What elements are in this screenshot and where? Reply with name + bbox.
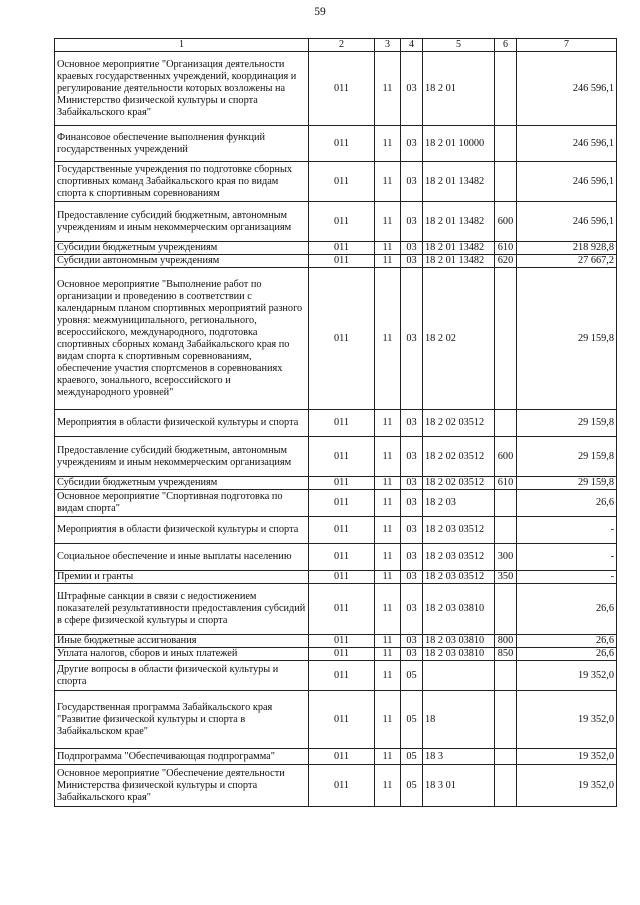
row-amount: 218 928,8 xyxy=(517,242,617,255)
header-col-4: 4 xyxy=(401,39,423,52)
row-name: Штрафные санкции в связи с недостижением показателей результативности предоставления субсидий в сфере физической культуры и спорта xyxy=(55,584,309,635)
row-expense-type xyxy=(495,765,517,807)
row-target-article: 18 3 01 xyxy=(423,765,495,807)
row-target-article: 18 2 01 13482 xyxy=(423,255,495,268)
table-row xyxy=(55,162,617,202)
row-amount: - xyxy=(517,517,617,544)
row-section: 11 xyxy=(375,52,401,126)
row-name: Подпрограмма "Обеспечивающая подпрограмма" xyxy=(55,749,309,765)
row-subsection: 03 xyxy=(401,635,423,648)
row-expense-type: 600 xyxy=(495,202,517,242)
row-subsection: 03 xyxy=(401,571,423,584)
table-row xyxy=(55,691,617,749)
row-target-article: 18 2 03 03810 xyxy=(423,584,495,635)
row-name: Государственная программа Забайкальского края "Развитие физической культуры и спорта в Забайкальском крае" xyxy=(55,691,309,749)
row-target-article: 18 2 03 03512 xyxy=(423,544,495,571)
table-row xyxy=(55,490,617,517)
row-section: 11 xyxy=(375,635,401,648)
row-amount: 26,6 xyxy=(517,635,617,648)
row-subsection: 03 xyxy=(401,544,423,571)
row-expense-type xyxy=(495,268,517,410)
row-section: 11 xyxy=(375,749,401,765)
row-section: 11 xyxy=(375,571,401,584)
row-target-article: 18 2 03 03512 xyxy=(423,517,495,544)
row-subsection: 03 xyxy=(401,52,423,126)
row-expense-type xyxy=(495,661,517,691)
row-section: 11 xyxy=(375,437,401,477)
row-subsection: 03 xyxy=(401,126,423,162)
row-expense-type xyxy=(495,410,517,437)
row-amount: 26,6 xyxy=(517,584,617,635)
table-row xyxy=(55,544,617,571)
table-row xyxy=(55,661,617,691)
row-section: 11 xyxy=(375,126,401,162)
row-ministry-code: 011 xyxy=(309,126,375,162)
row-amount: 19 352,0 xyxy=(517,749,617,765)
row-target-article: 18 2 01 13482 xyxy=(423,242,495,255)
row-section: 11 xyxy=(375,162,401,202)
row-section: 11 xyxy=(375,490,401,517)
row-expense-type xyxy=(495,517,517,544)
table-row xyxy=(55,584,617,635)
row-target-article: 18 3 xyxy=(423,749,495,765)
row-ministry-code: 011 xyxy=(309,584,375,635)
row-section: 11 xyxy=(375,517,401,544)
row-expense-type: 610 xyxy=(495,477,517,490)
row-subsection: 03 xyxy=(401,490,423,517)
row-subsection: 03 xyxy=(401,517,423,544)
row-section: 11 xyxy=(375,242,401,255)
row-target-article: 18 2 03 03512 xyxy=(423,571,495,584)
row-amount: 29 159,8 xyxy=(517,477,617,490)
row-section: 11 xyxy=(375,584,401,635)
row-subsection: 03 xyxy=(401,268,423,410)
row-name: Мероприятия в области физической культуры и спорта xyxy=(55,410,309,437)
row-subsection: 03 xyxy=(401,202,423,242)
row-amount: 19 352,0 xyxy=(517,661,617,691)
row-expense-type: 620 xyxy=(495,255,517,268)
row-ministry-code: 011 xyxy=(309,52,375,126)
row-expense-type xyxy=(495,162,517,202)
row-section: 11 xyxy=(375,544,401,571)
row-amount: 29 159,8 xyxy=(517,437,617,477)
row-target-article xyxy=(423,661,495,691)
budget-table xyxy=(54,38,617,807)
row-subsection: 03 xyxy=(401,437,423,477)
row-expense-type: 800 xyxy=(495,635,517,648)
row-ministry-code: 011 xyxy=(309,635,375,648)
row-amount: 29 159,8 xyxy=(517,410,617,437)
page-number: 59 xyxy=(314,6,326,18)
row-name: Премии и гранты xyxy=(55,571,309,584)
row-expense-type xyxy=(495,490,517,517)
row-ministry-code: 011 xyxy=(309,749,375,765)
row-target-article: 18 2 01 10000 xyxy=(423,126,495,162)
row-expense-type xyxy=(495,126,517,162)
row-target-article: 18 2 02 03512 xyxy=(423,477,495,490)
table-row xyxy=(55,255,617,268)
row-expense-type: 300 xyxy=(495,544,517,571)
table-row xyxy=(55,517,617,544)
row-ministry-code: 011 xyxy=(309,490,375,517)
row-ministry-code: 011 xyxy=(309,410,375,437)
table-row xyxy=(55,268,617,410)
row-amount: 246 596,1 xyxy=(517,162,617,202)
row-amount: 29 159,8 xyxy=(517,268,617,410)
row-name: Субсидии бюджетным учреждениям xyxy=(55,242,309,255)
table-row xyxy=(55,648,617,661)
row-name: Субсидии автономным учреждениям xyxy=(55,255,309,268)
row-target-article: 18 2 02 xyxy=(423,268,495,410)
row-subsection: 03 xyxy=(401,255,423,268)
table-row xyxy=(55,242,617,255)
row-subsection: 05 xyxy=(401,749,423,765)
table-header-row xyxy=(55,39,617,52)
header-col-2: 2 xyxy=(309,39,375,52)
row-name: Мероприятия в области физической культуры и спорта xyxy=(55,517,309,544)
row-target-article: 18 2 01 13482 xyxy=(423,202,495,242)
row-amount: 246 596,1 xyxy=(517,126,617,162)
table-row xyxy=(55,437,617,477)
row-name: Основное мероприятие "Выполнение работ по организации и проведению в соответствии с календарным планом спортивных мероприятий разного уровня: межмуниципального, регионального, всероссийского, международного, подготовка спортивных сборных команд Забайкальского края по видам спорта к спортивным соревнованиям, обеспечение участия спортсменов в соревнованиях краевого, зонального, всероссийского и международного уровней" xyxy=(55,268,309,410)
row-ministry-code: 011 xyxy=(309,691,375,749)
row-target-article: 18 2 02 03512 xyxy=(423,410,495,437)
table-row xyxy=(55,52,617,126)
row-target-article: 18 xyxy=(423,691,495,749)
row-subsection: 05 xyxy=(401,661,423,691)
row-name: Другие вопросы в области физической культуры и спорта xyxy=(55,661,309,691)
row-expense-type xyxy=(495,52,517,126)
row-amount: 27 667,2 xyxy=(517,255,617,268)
row-subsection: 03 xyxy=(401,477,423,490)
row-section: 11 xyxy=(375,268,401,410)
table-row xyxy=(55,202,617,242)
row-subsection: 03 xyxy=(401,242,423,255)
row-target-article: 18 2 03 03810 xyxy=(423,635,495,648)
row-section: 11 xyxy=(375,648,401,661)
row-section: 11 xyxy=(375,477,401,490)
row-ministry-code: 011 xyxy=(309,648,375,661)
row-section: 11 xyxy=(375,410,401,437)
row-name: Основное мероприятие "Организация деятельности краевых государственных учреждений, координация и регулирование деятельности которых возложены на Министерство физической культуры и спорта Забайкальского края" xyxy=(55,52,309,126)
table-row xyxy=(55,571,617,584)
header-col-1: 1 xyxy=(55,39,309,52)
row-ministry-code: 011 xyxy=(309,202,375,242)
row-subsection: 05 xyxy=(401,765,423,807)
row-ministry-code: 011 xyxy=(309,268,375,410)
row-subsection: 03 xyxy=(401,584,423,635)
row-subsection: 03 xyxy=(401,648,423,661)
row-amount: - xyxy=(517,571,617,584)
row-ministry-code: 011 xyxy=(309,571,375,584)
row-name: Социальное обеспечение и иные выплаты населению xyxy=(55,544,309,571)
row-ministry-code: 011 xyxy=(309,517,375,544)
row-expense-type xyxy=(495,749,517,765)
row-amount: 246 596,1 xyxy=(517,202,617,242)
row-ministry-code: 011 xyxy=(309,437,375,477)
row-name: Субсидии бюджетным учреждениям xyxy=(55,477,309,490)
row-target-article: 18 2 02 03512 xyxy=(423,437,495,477)
row-ministry-code: 011 xyxy=(309,661,375,691)
row-expense-type: 600 xyxy=(495,437,517,477)
row-section: 11 xyxy=(375,691,401,749)
row-section: 11 xyxy=(375,661,401,691)
row-ministry-code: 011 xyxy=(309,242,375,255)
row-name: Основное мероприятие "Обеспечение деятельности Министерства физической культуры и спорта Забайкальского края" xyxy=(55,765,309,807)
table-row xyxy=(55,635,617,648)
row-section: 11 xyxy=(375,202,401,242)
row-section: 11 xyxy=(375,255,401,268)
table-row xyxy=(55,410,617,437)
header-col-7: 7 xyxy=(517,39,617,52)
row-section: 11 xyxy=(375,765,401,807)
row-ministry-code: 011 xyxy=(309,477,375,490)
row-expense-type: 350 xyxy=(495,571,517,584)
row-target-article: 18 2 01 xyxy=(423,52,495,126)
row-expense-type: 850 xyxy=(495,648,517,661)
row-target-article: 18 2 03 xyxy=(423,490,495,517)
row-name: Предоставление субсидий бюджетным, автономным учреждениям и иным некоммерческим организациям xyxy=(55,202,309,242)
row-name: Уплата налогов, сборов и иных платежей xyxy=(55,648,309,661)
row-subsection: 03 xyxy=(401,162,423,202)
row-name: Основное мероприятие "Спортивная подготовка по видам спорта" xyxy=(55,490,309,517)
row-name: Государственные учреждения по подготовке сборных спортивных команд Забайкальского края по видам спорта к спортивным соревнованиям xyxy=(55,162,309,202)
row-expense-type: 610 xyxy=(495,242,517,255)
row-ministry-code: 011 xyxy=(309,255,375,268)
header-col-3: 3 xyxy=(375,39,401,52)
row-target-article: 18 2 01 13482 xyxy=(423,162,495,202)
row-amount: 19 352,0 xyxy=(517,691,617,749)
row-amount: 26,6 xyxy=(517,648,617,661)
header-col-6: 6 xyxy=(495,39,517,52)
row-subsection: 03 xyxy=(401,410,423,437)
table-row xyxy=(55,765,617,807)
header-col-5: 5 xyxy=(423,39,495,52)
table-row xyxy=(55,749,617,765)
table-row xyxy=(55,477,617,490)
row-amount: 26,6 xyxy=(517,490,617,517)
row-name: Предоставление субсидий бюджетным, автономным учреждениям и иным некоммерческим организациям xyxy=(55,437,309,477)
row-name: Финансовое обеспечение выполнения функций государственных учреждений xyxy=(55,126,309,162)
row-target-article: 18 2 03 03810 xyxy=(423,648,495,661)
row-amount: 19 352,0 xyxy=(517,765,617,807)
row-amount: 246 596,1 xyxy=(517,52,617,126)
row-expense-type xyxy=(495,691,517,749)
row-subsection: 05 xyxy=(401,691,423,749)
row-ministry-code: 011 xyxy=(309,162,375,202)
row-name: Иные бюджетные ассигнования xyxy=(55,635,309,648)
row-ministry-code: 011 xyxy=(309,544,375,571)
row-ministry-code: 011 xyxy=(309,765,375,807)
row-expense-type xyxy=(495,584,517,635)
row-amount: - xyxy=(517,544,617,571)
table-row xyxy=(55,126,617,162)
